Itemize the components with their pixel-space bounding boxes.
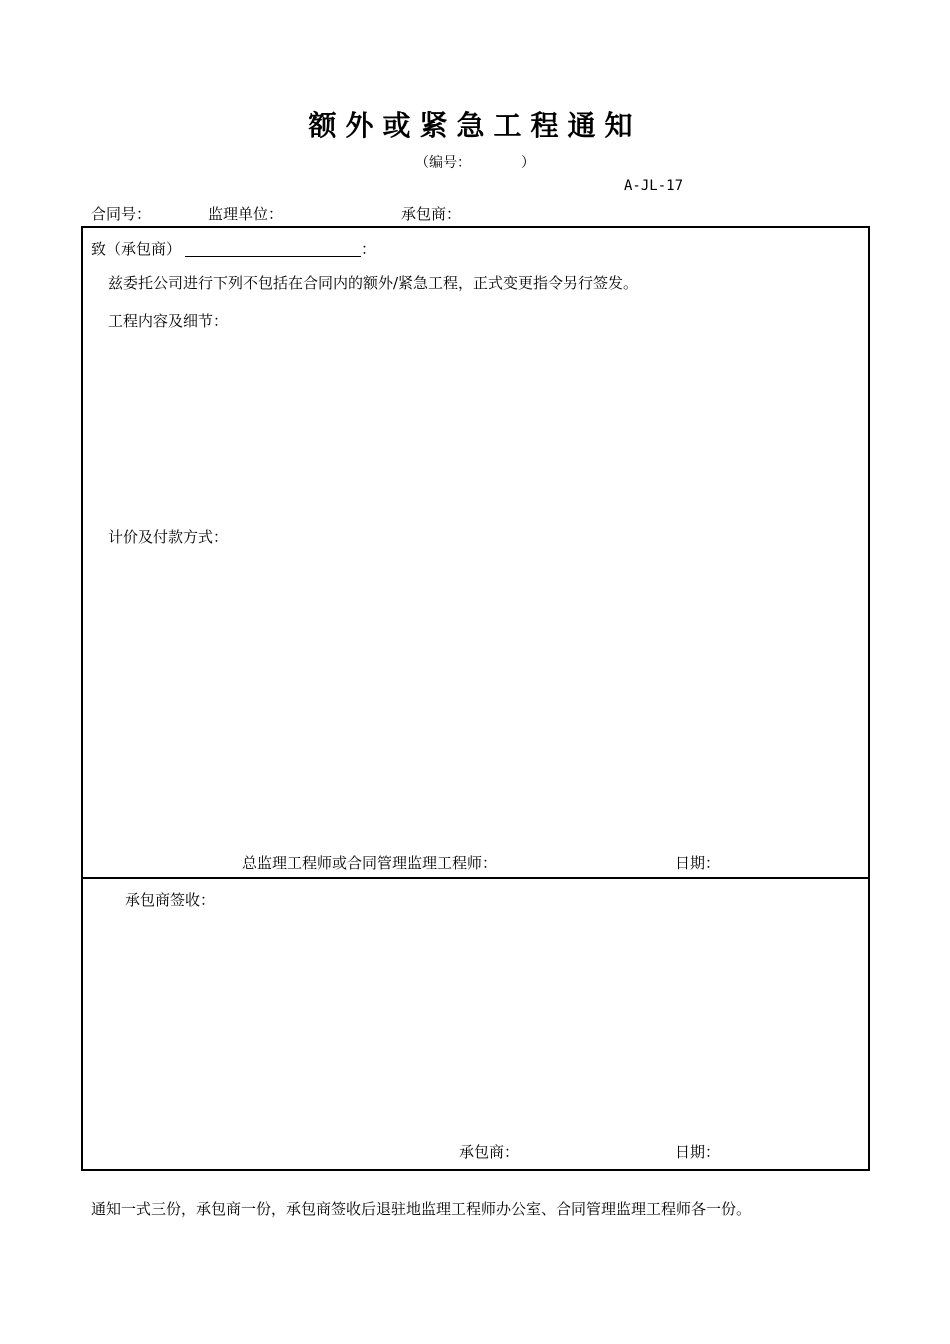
- engineer-date-label: 日期：: [675, 854, 721, 872]
- page-title: 额外或紧急工程通知: [308, 109, 642, 142]
- recipient-line: [91, 238, 376, 259]
- recipient-blank[interactable]: [185, 242, 361, 257]
- engineer-signature-label: 总监理工程师或合同管理监理工程师：: [242, 854, 498, 872]
- notice-body: 兹委托公司进行下列不包括在合同内的额外/紧急工程，正式变更指令另行签发。: [108, 274, 639, 292]
- content-details-label: 工程内容及细节：: [108, 312, 229, 330]
- contract-no-label: 合同号：: [91, 205, 152, 223]
- contractor-signature-label: 承包商：: [459, 1143, 520, 1161]
- contractor-receipt-label: 承包商签收：: [125, 891, 216, 909]
- recipient-label: 致（承包商）: [91, 240, 182, 258]
- section-divider: [81, 877, 870, 879]
- serial-close: ）: [521, 155, 535, 171]
- payment-method-label: 计价及付款方式：: [108, 528, 229, 546]
- serial-number: [0, 152, 950, 172]
- serial-label: （编号：: [415, 155, 471, 171]
- form-code: A-JL-17: [624, 178, 684, 194]
- receipt-date-label: 日期：: [675, 1143, 721, 1161]
- contractor-label: 承包商：: [401, 205, 462, 223]
- form-box: [81, 226, 870, 1171]
- footnote: 通知一式三份，承包商一份，承包商签收后退驻地监理工程师办公室、合同管理监理工程师各一份。: [91, 1200, 752, 1218]
- recipient-colon: ：: [361, 240, 377, 258]
- supervisor-unit-label: 监理单位：: [208, 205, 284, 223]
